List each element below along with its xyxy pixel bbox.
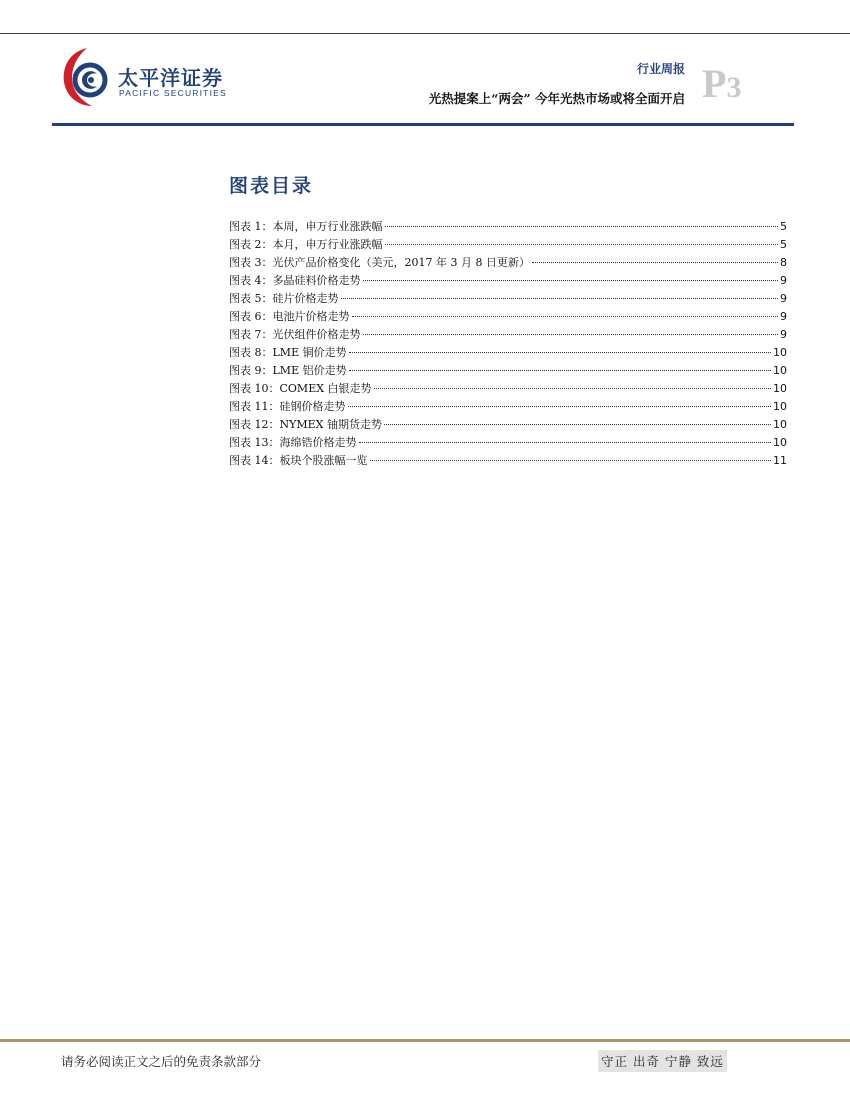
toc-entry-page: 10 (773, 346, 787, 359)
toc-entry[interactable] (229, 254, 787, 272)
toc-entry-label: 图表 9：LME 铝价走势 (229, 364, 347, 377)
toc-entry-page: 11 (773, 454, 787, 467)
toc-entry-page: 10 (773, 364, 787, 377)
page-number: 3 (726, 71, 742, 104)
toc-entry[interactable] (229, 344, 787, 362)
toc-entry-label: 图表 2：本月，申万行业涨跌幅 (229, 238, 383, 251)
toc-dot-leader (385, 226, 779, 227)
toc-dot-leader (374, 388, 771, 389)
logo-name-en: PACIFIC SECURITIES (119, 88, 227, 98)
toc-entry-label: 图表 8：LME 铜价走势 (229, 346, 347, 359)
toc-entry[interactable] (229, 308, 787, 326)
toc-dot-leader (352, 316, 779, 317)
toc-dot-leader (359, 442, 772, 443)
logo-name-cn: 太平洋证券 (118, 66, 223, 90)
toc-dot-leader (363, 280, 779, 281)
toc-entry[interactable] (229, 452, 787, 470)
toc-dot-leader (370, 460, 772, 461)
company-logo (60, 44, 260, 110)
toc-entry-label: 图表 10：COMEX 白银走势 (229, 382, 372, 395)
toc-dot-leader (341, 298, 779, 299)
toc-entry[interactable] (229, 272, 787, 290)
toc-entry-page: 10 (773, 436, 787, 449)
toc-entry-page: 10 (773, 400, 787, 413)
header-rule (52, 123, 794, 126)
toc-entry-page: 10 (773, 382, 787, 395)
toc-entry-label: 图表 14：板块个股涨幅一览 (229, 454, 368, 467)
toc-entry-label: 图表 12：NYMEX 铀期货走势 (229, 418, 383, 431)
toc-entry[interactable] (229, 398, 787, 416)
toc-dot-leader (385, 244, 779, 245)
page-letter: P (702, 61, 727, 106)
toc-entry-page: 5 (780, 238, 787, 251)
toc-entry-label: 图表 5：硅片价格走势 (229, 292, 339, 305)
toc-list (229, 218, 787, 470)
toc-dot-leader (363, 334, 779, 335)
toc-entry-page: 9 (780, 328, 787, 341)
toc-entry-label: 图表 3：光伏产品价格变化（美元，2017 年 3 月 8 日更新） (229, 256, 530, 269)
top-rule (0, 33, 850, 34)
toc-entry-page: 10 (773, 418, 787, 431)
toc-entry-label: 图表 13：海绵锆价格走势 (229, 436, 357, 449)
toc-dot-leader (349, 352, 771, 353)
toc-entry[interactable] (229, 326, 787, 344)
toc-entry-page: 8 (780, 256, 787, 269)
toc-entry-page: 5 (780, 220, 787, 233)
report-title: 光热提案上“两会” 今年光热市场或将全面开启 (428, 91, 685, 106)
toc-dot-leader (348, 406, 772, 407)
report-type: 行业周报 (636, 62, 685, 76)
page-number-badge (702, 61, 742, 106)
toc-entry-page: 9 (780, 274, 787, 287)
toc-entry[interactable] (229, 416, 787, 434)
toc-entry[interactable] (229, 434, 787, 452)
toc-heading: 图表目录 (229, 175, 314, 197)
toc-dot-leader (349, 370, 771, 371)
toc-dot-leader (384, 424, 771, 425)
footer-disclaimer: 请务必阅读正文之后的免责条款部分 (61, 1054, 262, 1069)
toc-entry[interactable] (229, 290, 787, 308)
toc-entry-label: 图表 1：本周，申万行业涨跌幅 (229, 220, 383, 233)
toc-entry[interactable] (229, 362, 787, 380)
toc-entry[interactable] (229, 236, 787, 254)
footer-rule (0, 1039, 850, 1042)
toc-entry-page: 9 (780, 310, 787, 323)
toc-entry-label: 图表 7：光伏组件价格走势 (229, 328, 361, 341)
toc-entry[interactable] (229, 380, 787, 398)
pacific-securities-logo-icon (60, 44, 114, 110)
toc-entry-label: 图表 11：硅钢价格走势 (229, 400, 346, 413)
toc-entry-label: 图表 4：多晶硅料价格走势 (229, 274, 361, 287)
toc-entry-label: 图表 6：电池片价格走势 (229, 310, 350, 323)
toc-dot-leader (532, 262, 778, 263)
toc-entry[interactable] (229, 218, 787, 236)
toc-entry-page: 9 (780, 292, 787, 305)
footer-motto: 守正 出奇 宁静 致远 (598, 1050, 727, 1072)
